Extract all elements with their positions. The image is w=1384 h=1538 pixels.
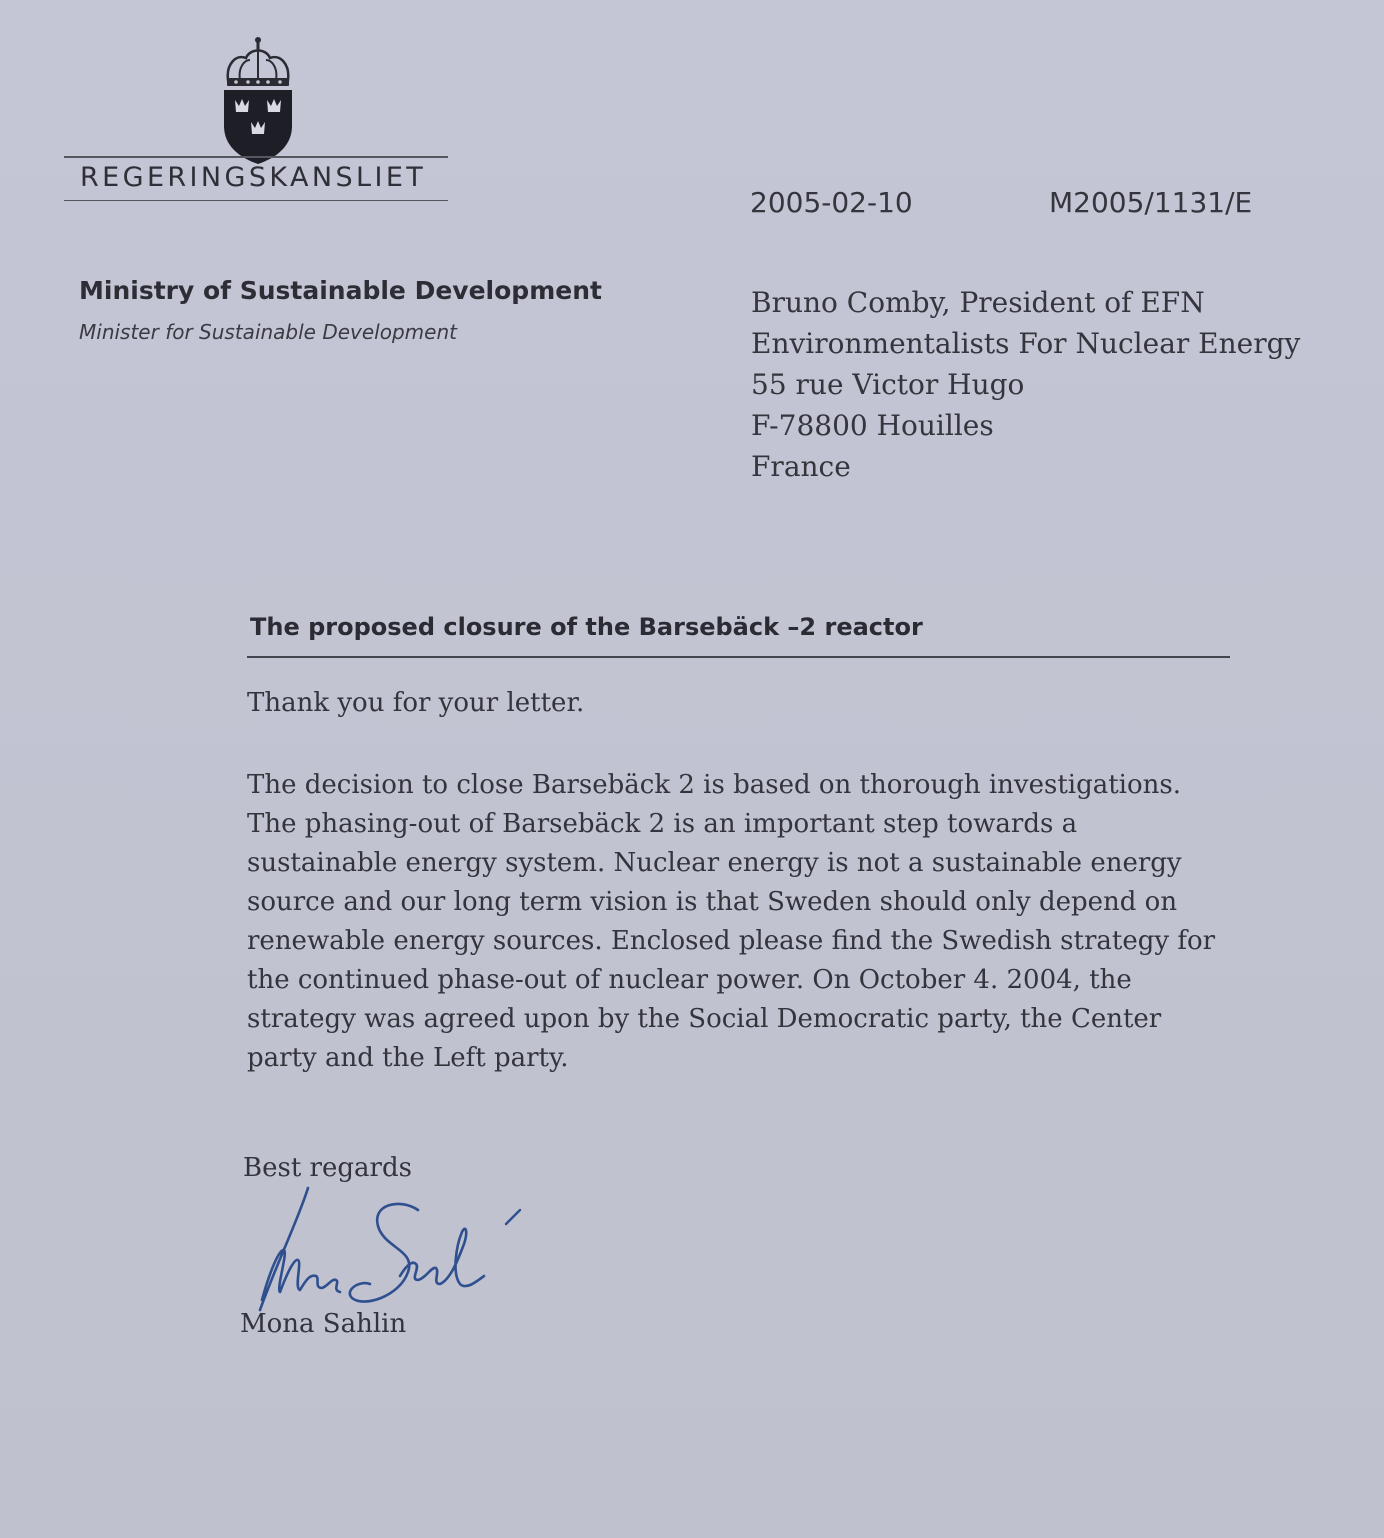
ministry-name: Ministry of Sustainable Development [79,276,602,305]
address-line: France [751,450,851,483]
body-paragraph: The decision to close Barsebäck 2 is based on thorough investigations. The phasing-out of Barsebäck 2 is an important step towards a sustainable energy system. Nuclear energy is not a sustainable energy source and our long term vision is that Sweden should only depend on renewable energy sources. Enclosed please find the Swedish strategy for the continued phase-out of nuclear power. On October 4. 2004, the strategy was agreed upon by the Social Democratic party, the Center party and the Left party. [247,770,1216,1073]
letterhead-bottom-rule [64,200,448,201]
subject-underline [247,656,1230,658]
letterhead-top-rule [64,156,448,158]
minister-title: Minister for Sustainable Development [79,320,457,344]
signature-image [240,1180,540,1320]
address-line: F-78800 Houilles [751,409,994,442]
signer-name: Mona Sahlin [240,1309,407,1339]
letter-date: 2005-02-10 [750,186,913,219]
agency-name: REGERINGSKANSLIET [80,162,427,193]
address-line: 55 rue Victor Hugo [751,368,1025,401]
reference-number: M2005/1131/E [1049,186,1253,219]
closing-text: Best regards [243,1153,412,1183]
subject-line: The proposed closure of the Barsebäck –2 reactor [250,613,923,641]
address-line: Bruno Comby, President of EFN [751,286,1205,319]
greeting-text: Thank you for your letter. [247,688,585,718]
swedish-crest-icon [218,34,298,166]
recipient-address [751,282,1300,487]
address-line: Environmentalists For Nuclear Energy [751,327,1301,360]
